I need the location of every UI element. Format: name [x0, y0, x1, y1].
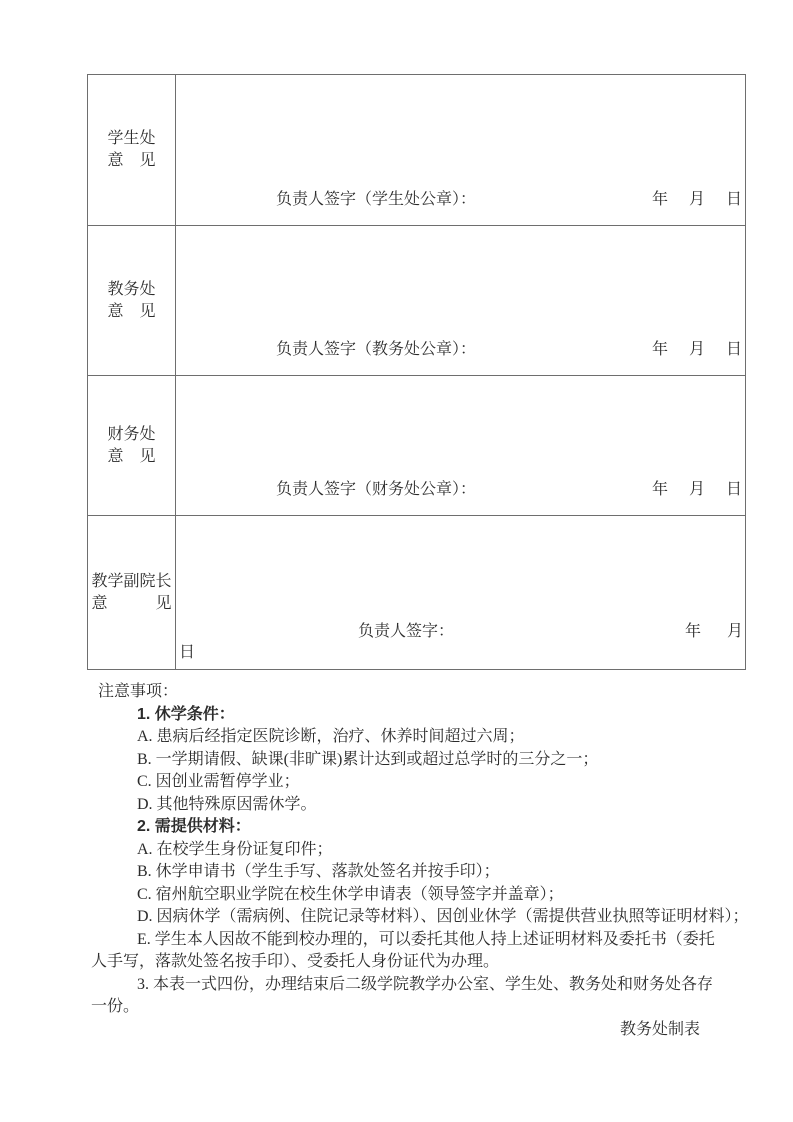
opinion-cell-vice-dean — [176, 516, 745, 669]
department-name: 教务处 — [107, 280, 156, 298]
note-line: 一份。 — [91, 998, 140, 1015]
department-label — [92, 571, 172, 615]
year-label: 年 — [651, 191, 668, 208]
day-label: 日 — [179, 644, 196, 661]
day-label: 日 — [725, 191, 742, 208]
department-label — [108, 424, 156, 468]
date-placeholder — [685, 618, 743, 641]
date-placeholder — [652, 476, 742, 499]
month-label: 月 — [688, 481, 705, 498]
opinion-cell-finance — [176, 376, 745, 516]
notes-footer: 教务处制表 — [619, 1020, 700, 1038]
notes-section — [91, 681, 749, 1041]
opinion-cell-student-affairs — [176, 75, 745, 226]
notes-heading: 注意事项： — [98, 683, 179, 700]
opinion-label: 意 见 — [107, 302, 156, 320]
dept-cell-academic-affairs — [88, 226, 176, 376]
note-line: 人手写，落款处签名按手印）、受委托人身份证代为办理。 — [91, 953, 500, 970]
sign-label: 负责人签字（财务处公章）： — [276, 481, 477, 498]
sign-label: 负责人签字： — [358, 623, 455, 640]
date-placeholder — [652, 336, 742, 359]
department-label — [108, 279, 156, 323]
note-line: 3. 本表一式四份，办理结束后二级学院教学办公室、学生处、教务处和财务处各存 — [137, 975, 714, 993]
note-line: C. 因创业需暂停学业； — [137, 773, 300, 790]
department-name: 教学副院长 — [91, 572, 172, 590]
opinion-label: 意 见 — [107, 152, 156, 169]
note-line: A. 患病后经指定医院诊断，治疗、休养时间超过六周； — [137, 728, 525, 745]
note-line: D. 因病休学（需病例、住院记录等材料）、因创业休学（需提供营业执照等证明材料）； — [137, 908, 749, 925]
year-label: 年 — [651, 341, 668, 358]
year-label: 年 — [684, 623, 701, 640]
month-label: 月 — [688, 341, 705, 358]
note-line: 1. 休学条件： — [137, 705, 235, 723]
note-line: B. 一学期请假、缺课(非旷课)累计达到或超过总学时的三分之一； — [137, 750, 599, 768]
day-label: 日 — [725, 341, 742, 358]
note-line: D. 其他特殊原因需休学。 — [137, 795, 317, 813]
dept-cell-vice-dean — [88, 516, 176, 669]
date-placeholder — [652, 186, 742, 209]
note-line: A. 在校学生身份证复印件； — [137, 840, 333, 858]
month-label: 月 — [726, 623, 743, 640]
opinion-label: 意 见 — [107, 447, 156, 465]
department-label — [108, 128, 156, 172]
note-line: B. 休学申请书（学生手写、落款处签名并按手印）； — [137, 863, 500, 880]
department-name: 学生处 — [107, 130, 156, 147]
month-label: 月 — [688, 191, 705, 208]
dept-cell-finance — [88, 376, 176, 516]
department-name: 财务处 — [107, 425, 156, 443]
opinion-cell-academic-affairs — [176, 226, 745, 376]
note-line: 2. 需提供材料： — [137, 818, 251, 835]
note-line: C. 宿州航空职业学院在校生休学申请表（领导签字并盖章）； — [137, 885, 564, 903]
day-label: 日 — [725, 481, 742, 498]
opinion-label: 意 见 — [91, 594, 172, 612]
sign-label: 负责人签字（教务处公章）： — [276, 341, 477, 358]
year-label: 年 — [651, 481, 668, 498]
approval-table — [87, 74, 746, 670]
dept-cell-student-affairs — [88, 75, 176, 226]
note-line: E. 学生本人因故不能到校办理的，可以委托其他人持上述证明材料及委托书（委托 — [137, 930, 715, 948]
sign-label: 负责人签字（学生处公章）： — [276, 191, 477, 208]
